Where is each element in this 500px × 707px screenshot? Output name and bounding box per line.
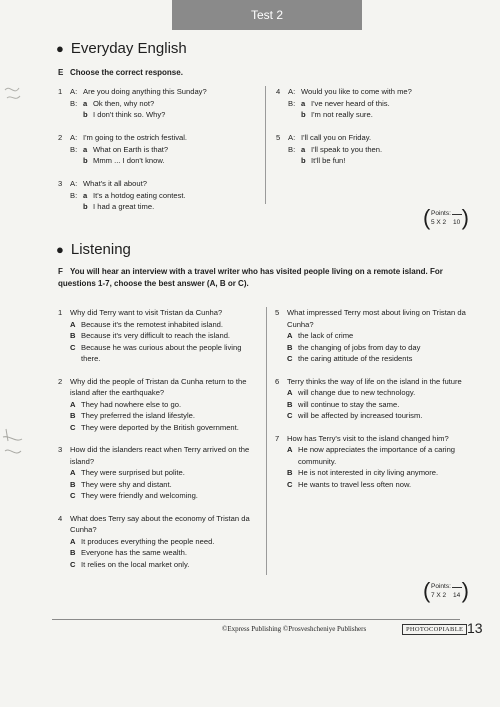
bullet-icon: ● (56, 41, 64, 56)
option-c[interactable]: He wants to travel less often now. (298, 479, 412, 489)
option-a[interactable]: It's a hotdog eating contest. (93, 190, 186, 200)
option-a[interactable]: They were surprised but polite. (81, 468, 185, 477)
bullet-icon: ● (56, 242, 64, 257)
column-divider (265, 86, 266, 204)
test-title: Test 2 (250, 8, 283, 22)
dialogues-right-column (276, 86, 466, 178)
option-b[interactable]: They were shy and distant. (81, 479, 172, 489)
instruction-text: You will hear an interview with a travel writer who has visited people living on a remote island. For questions 1-7, choose the best answer (A, B or C). (58, 267, 443, 288)
section-heading-listening (56, 241, 131, 258)
option-b[interactable]: I'm not really sure. (311, 110, 373, 119)
footer-rule (52, 619, 460, 620)
option-a[interactable]: the lack of crime (298, 331, 354, 340)
score-blank[interactable] (452, 214, 462, 215)
exercise-letter: E (58, 68, 64, 77)
test-title-tab (172, 0, 362, 30)
instruction-f (58, 266, 458, 290)
option-b[interactable]: I had a great time. (93, 202, 155, 211)
option-a[interactable]: Because it's the remotest inhabited island. (81, 319, 224, 329)
question-item: 2 Why did the people of Tristan da Cunha return to the island after the earthquake? A They had nowhere else to go. B They preferred the island lifestyle. C They were deported by the British government. (58, 376, 258, 434)
question-item: 3 How did the islanders react when Terry arrived on the island? A They were surprised but polite. B They were shy and distant. C They were friendly and welcoming. (58, 444, 258, 502)
option-b[interactable]: He is not interested in city living anymore. (298, 468, 439, 477)
option-c[interactable]: They were friendly and welcoming. (81, 491, 198, 500)
option-b[interactable]: Because it's very difficult to reach the island. (81, 331, 231, 340)
dialogue-item: 5 A: I'll call you on Friday. B: a I'll speak to you then. b It'll be fun! (276, 133, 383, 165)
margin-scribble-icon (2, 80, 24, 110)
dialogue-item: 1 A: Are you doing anything this Sunday? B: a Ok then, why not? b I don't think so. Why? (58, 87, 207, 119)
option-a[interactable]: He now appreciates the importance of a caring community. (298, 445, 456, 466)
publisher-credits: ©Express Publishing ©Prosveshcheniye Publishers (222, 625, 367, 633)
option-b[interactable]: It'll be fun! (311, 156, 346, 165)
exercise-letter: F (58, 267, 63, 276)
option-c[interactable]: will be affected by increased tourism. (298, 411, 423, 420)
section-heading-everyday-english (56, 40, 187, 57)
column-divider (266, 307, 267, 575)
dialogue-item: 2 A: I'm going to the ostrich festival. B: a What on Earth is that? b Mmm ... I don't know. (58, 133, 188, 165)
dialogue-item: 4 A: Would you like to come with me? B: a I've never heard of this. b I'm not really sure. (276, 87, 412, 119)
question-item: 5 What impressed Terry most about living on Tristan da Cunha? A the lack of crime B the changing of jobs from day to day C the caring attitude of the residents (275, 307, 470, 365)
margin-scribble-icon (0, 425, 26, 465)
option-b[interactable]: the changing of jobs from day to day (298, 342, 421, 352)
option-c[interactable]: They were deported by the British government. (81, 422, 239, 432)
option-a[interactable]: It produces everything the people need. (81, 536, 215, 546)
option-b[interactable]: They preferred the island lifestyle. (81, 411, 195, 420)
option-c[interactable]: It relies on the local market only. (81, 559, 190, 569)
option-b[interactable]: Everyone has the same wealth. (81, 548, 187, 557)
instruction-e (58, 67, 183, 79)
dialogues-left-column (58, 86, 258, 224)
option-b[interactable]: will continue to stay the same. (298, 399, 400, 409)
question-item: 1 Why did Terry want to visit Tristan da Cunha? A Because it's the remotest inhabited island. B Because it's very difficult to reach the island. C Because he was curious about the people living there. (58, 307, 258, 365)
question-item: 4 What does Terry say about the economy of Tristan da Cunha? A It produces everything the people need. B Everyone has the same wealth. C It relies on the local market only. (58, 513, 258, 571)
option-c[interactable]: Because he was curious about the people living there. (81, 342, 242, 363)
option-a[interactable]: will change due to new technology. (298, 388, 416, 397)
points-box-listening: ( ) Points: 7 X 2 14 (423, 578, 469, 603)
points-box-everyday: ( ) Points: 5 X 2 10 (423, 205, 469, 230)
option-a[interactable]: I've never heard of this. (311, 98, 390, 108)
question-item: 6 Terry thinks the way of life on the island in the future A will change due to new technology. B will continue to stay the same. C will be affected by increased tourism. (275, 376, 470, 422)
option-b[interactable]: Mmm ... I don't know. (93, 156, 165, 165)
option-a[interactable]: They had nowhere else to go. (81, 399, 182, 409)
questions-left-column (58, 307, 258, 581)
option-a[interactable]: What on Earth is that? (93, 144, 169, 154)
instruction-text: Choose the correct response. (70, 68, 183, 77)
dialogue-item: 3 A: What's it all about? B: a It's a hotdog eating contest. b I had a great time. (58, 179, 186, 211)
option-c[interactable]: the caring attitude of the residents (298, 354, 413, 363)
questions-right-column (275, 307, 470, 501)
page-number: 13 (467, 620, 483, 636)
photocopiable-badge: PHOTOCOPIABLE (402, 624, 467, 635)
option-a[interactable]: I'll speak to you then. (311, 144, 383, 154)
score-blank[interactable] (452, 587, 462, 588)
option-a[interactable]: Ok then, why not? (93, 98, 155, 108)
section-title: Everyday English (70, 40, 187, 57)
question-item: 7 How has Terry's visit to the island changed him? A He now appreciates the importance of a caring community. B He is not interested in city living anymore. C He wants to travel less often now. (275, 433, 470, 491)
option-b[interactable]: I don't think so. Why? (93, 110, 166, 119)
section-title: Listening (70, 241, 131, 258)
